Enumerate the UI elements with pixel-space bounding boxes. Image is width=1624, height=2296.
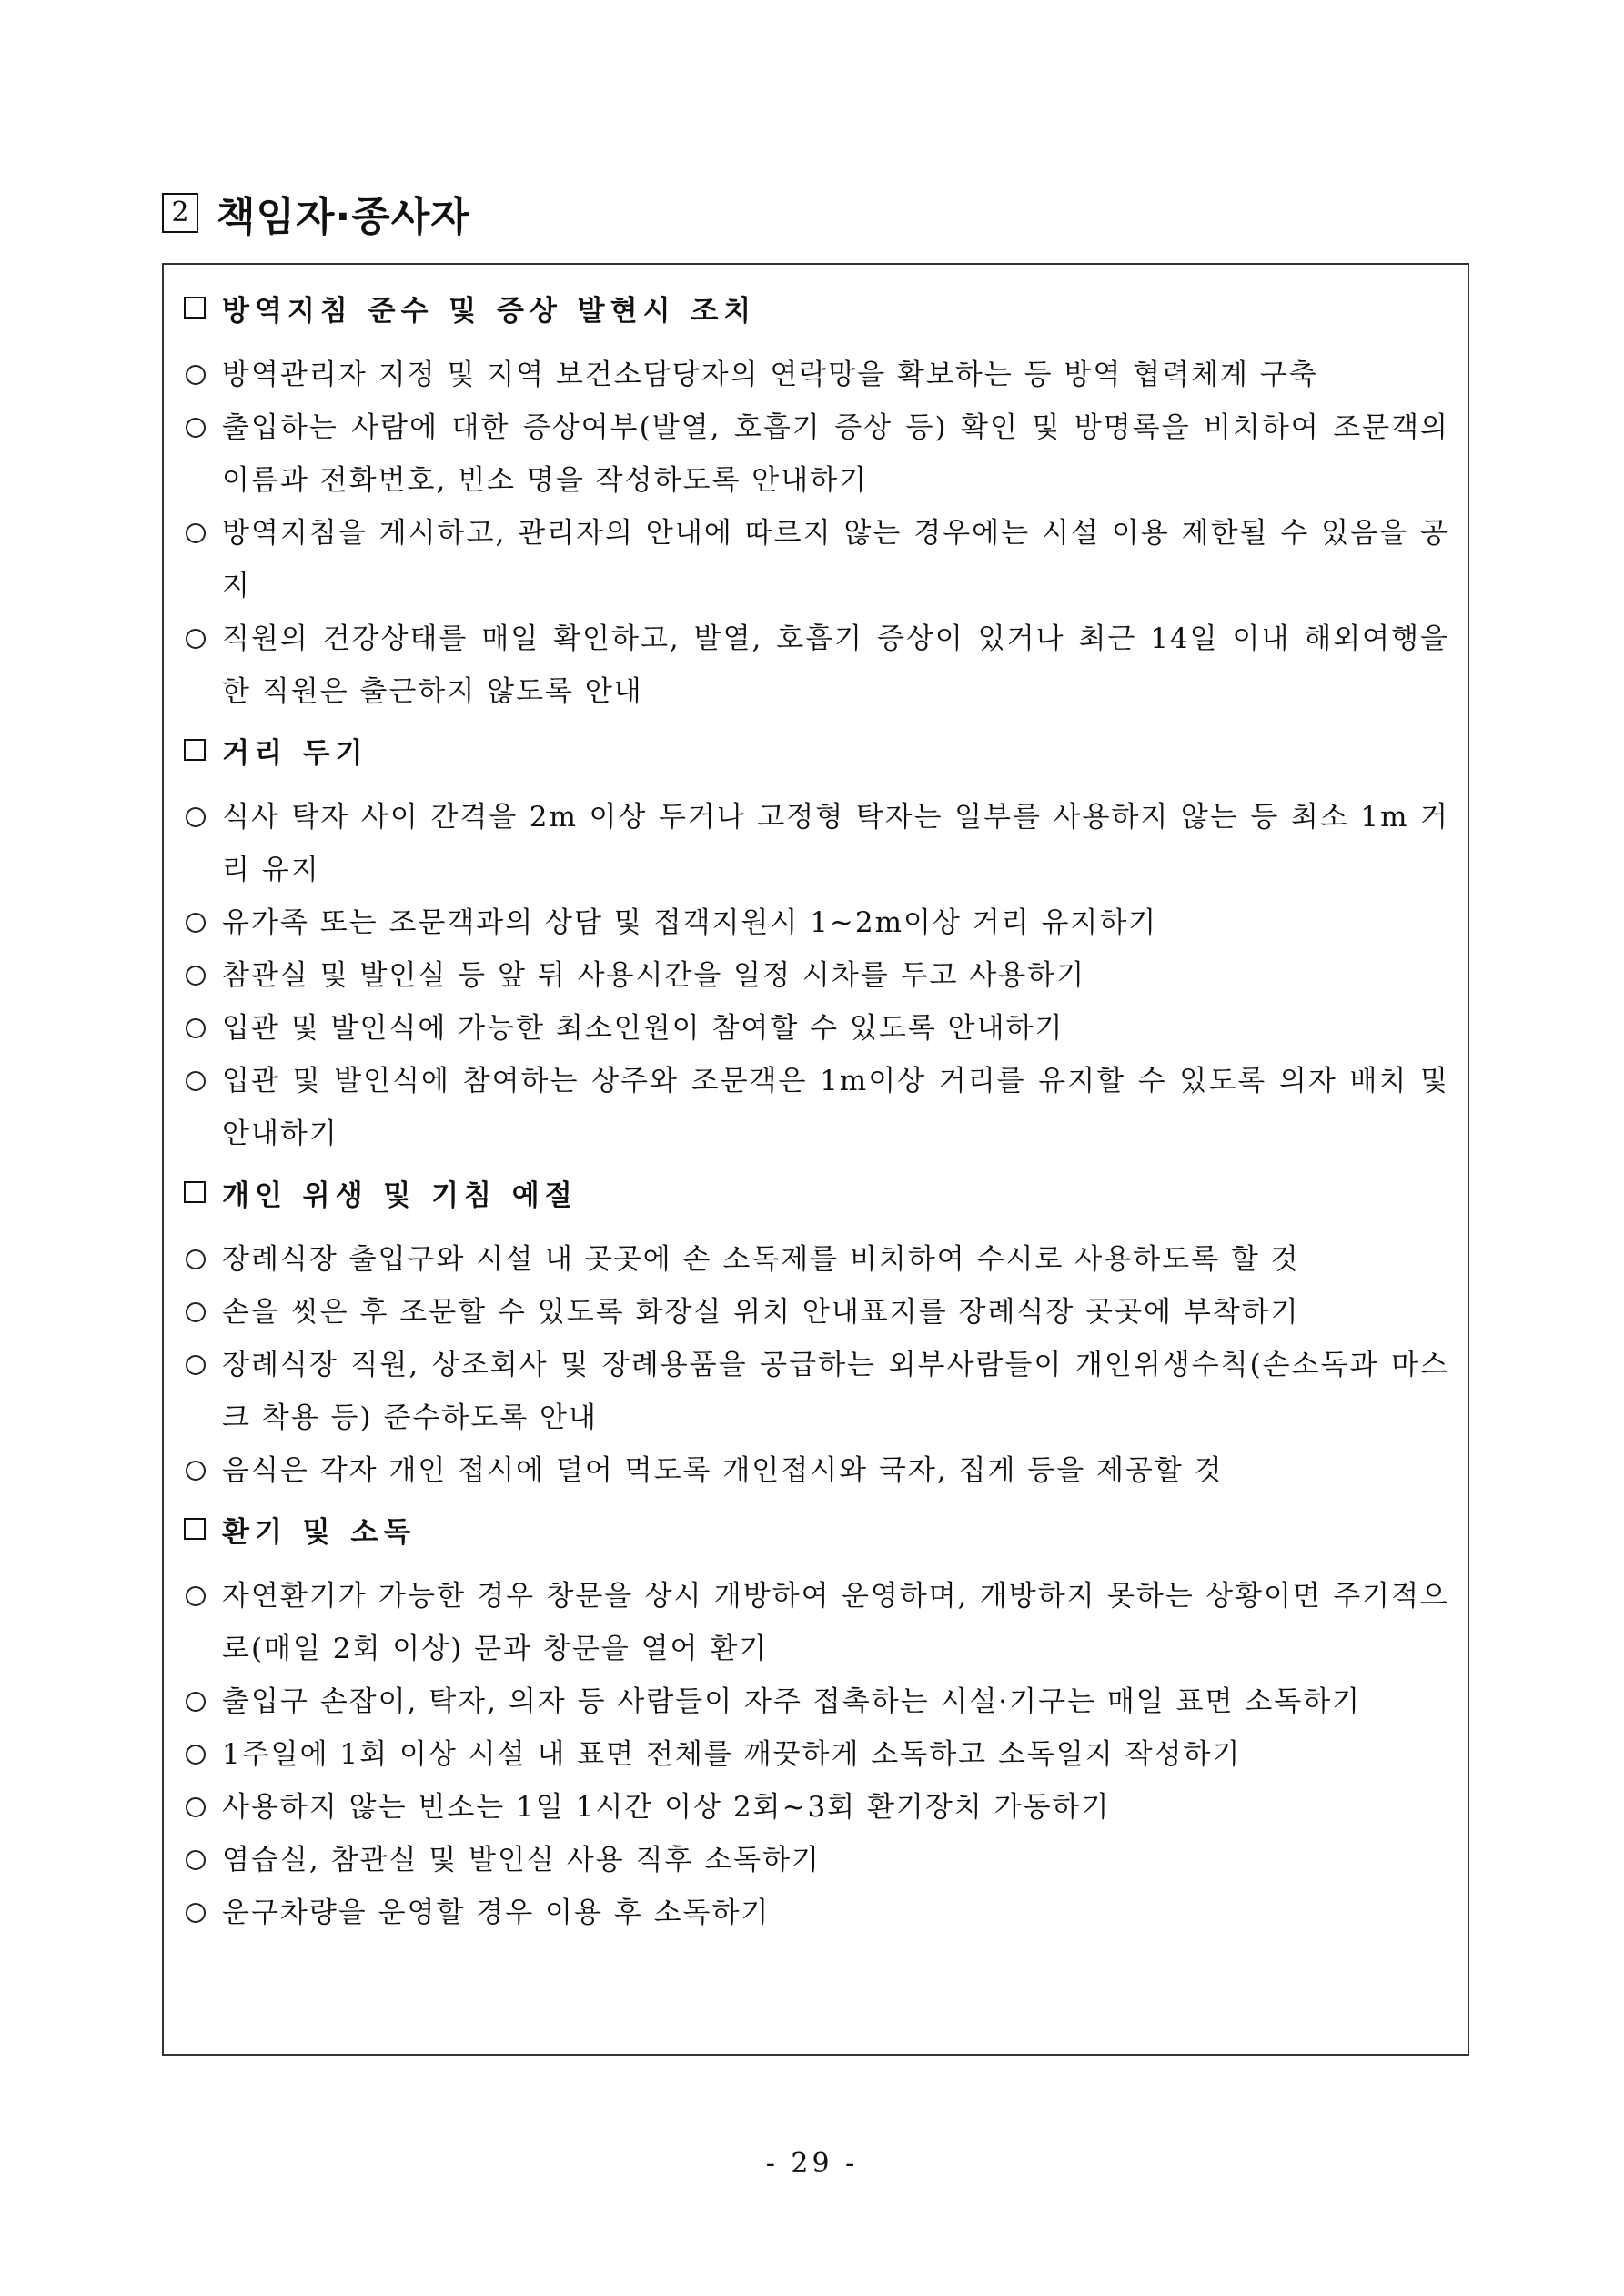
circle-bullet-icon	[186, 1071, 206, 1091]
list-item	[178, 1675, 1453, 1728]
list-item-text: 출입하는 사람에 대한 증상여부(발열, 호흡기 증상 등) 확인 및 방명록을 비치하여 조문객의 이름과 전화번호, 빈소 명을 작성하도록 안내하기	[222, 411, 1449, 497]
section-distancing	[178, 723, 1453, 1160]
circle-bullet-icon	[186, 966, 206, 986]
circle-bullet-icon	[186, 1302, 206, 1322]
circle-bullet-icon	[186, 913, 206, 933]
list-item-text: 손을 씻은 후 조문할 수 있도록 화장실 위치 안내표지를 장례식장 곳곳에 부착하기	[222, 1296, 1300, 1329]
list-item-text: 참관실 및 발인실 등 앞 뒤 사용시간을 일정 시차를 두고 사용하기	[222, 959, 1086, 992]
list-item-text: 직원의 건강상태를 매일 확인하고, 발열, 호흡기 증상이 있거나 최근 14일 이내 해외여행을 한 직원은 출근하지 않도록 안내	[222, 622, 1449, 708]
section-heading-text: 개인 위생 및 기침 예절	[222, 1178, 578, 1212]
list-item	[178, 949, 1453, 1002]
list-item	[178, 1286, 1453, 1339]
list-item	[178, 1570, 1453, 1675]
circle-bullet-icon	[186, 523, 206, 543]
section-heading-text: 방역지침 준수 및 증상 발현시 조치	[222, 294, 757, 328]
list-item	[178, 507, 1453, 612]
item-list	[178, 1233, 1453, 1497]
section-number-box: 2	[162, 193, 198, 233]
list-item-text: 자연환기가 가능한 경우 창문을 상시 개방하여 운영하며, 개방하지 못하는 상황이면 주기적으로(매일 2회 이상) 문과 창문을 열어 환기	[222, 1580, 1449, 1665]
circle-bullet-icon	[186, 629, 206, 649]
list-item	[178, 791, 1453, 896]
list-item-text: 출입구 손잡이, 탁자, 의자 등 사람들이 자주 접촉하는 시설·기구는 매일 표면 소독하기	[222, 1685, 1362, 1718]
list-item	[178, 401, 1453, 507]
list-item	[178, 1002, 1453, 1055]
section-heading-text: 환기 및 소독	[222, 1515, 417, 1549]
circle-bullet-icon	[186, 1692, 206, 1712]
list-item	[178, 1886, 1453, 1939]
section-hygiene	[178, 1166, 1453, 1497]
list-item	[178, 1834, 1453, 1886]
circle-bullet-icon	[186, 365, 206, 385]
content-box	[162, 263, 1469, 2056]
list-item	[178, 1233, 1453, 1286]
list-item-text: 방역관리자 지정 및 지역 보건소담당자의 연락망을 확보하는 등 방역 협력체계 구축	[222, 359, 1318, 391]
page-title	[162, 186, 470, 240]
list-item	[178, 1055, 1453, 1160]
list-item-text: 1주일에 1회 이상 시설 내 표면 전체를 깨끗하게 소독하고 소독일지 작성하기	[222, 1738, 1242, 1771]
section-heading	[178, 1502, 1453, 1555]
list-item	[178, 612, 1453, 718]
list-item-text: 운구차량을 운영할 경우 이용 후 소독하기	[222, 1896, 771, 1929]
square-bullet-icon	[184, 1181, 206, 1203]
circle-bullet-icon	[186, 1249, 206, 1269]
item-list	[178, 1570, 1453, 1939]
square-bullet-icon	[184, 1518, 206, 1540]
item-list	[178, 791, 1453, 1160]
circle-bullet-icon	[186, 1745, 206, 1765]
list-item	[178, 896, 1453, 949]
list-item-text: 염습실, 참관실 및 발인실 사용 직후 소독하기	[222, 1844, 822, 1876]
section-quarantine-compliance	[178, 281, 1453, 718]
circle-bullet-icon	[186, 1461, 206, 1481]
list-item-text: 사용하지 않는 빈소는 1일 1시간 이상 2회~3회 환기장치 가동하기	[222, 1791, 1111, 1824]
list-item	[178, 1339, 1453, 1444]
circle-bullet-icon	[186, 1586, 206, 1606]
square-bullet-icon	[184, 297, 206, 319]
list-item-text: 입관 및 발인식에 가능한 최소인원이 참여할 수 있도록 안내하기	[222, 1012, 1064, 1045]
circle-bullet-icon	[186, 1850, 206, 1870]
section-heading	[178, 281, 1453, 334]
circle-bullet-icon	[186, 807, 206, 827]
page-title-text: 책임자·종사자	[217, 194, 470, 240]
square-bullet-icon	[184, 739, 206, 761]
section-heading	[178, 1166, 1453, 1219]
list-item-text: 장례식장 직원, 상조회사 및 장례용품을 공급하는 외부사람들이 개인위생수칙(손소독과 마스크 착용 등) 준수하도록 안내	[222, 1349, 1449, 1434]
section-heading	[178, 723, 1453, 776]
circle-bullet-icon	[186, 1018, 206, 1038]
list-item	[178, 1444, 1453, 1497]
section-heading-text: 거리 두기	[222, 736, 368, 770]
list-item	[178, 349, 1453, 401]
list-item-text: 방역지침을 게시하고, 관리자의 안내에 따르지 않는 경우에는 시설 이용 제한될 수 있음을 공지	[222, 517, 1449, 602]
item-list	[178, 349, 1453, 718]
list-item	[178, 1781, 1453, 1834]
list-item-text: 장례식장 출입구와 시설 내 곳곳에 손 소독제를 비치하여 수시로 사용하도록 할 것	[222, 1243, 1300, 1276]
list-item	[178, 1728, 1453, 1781]
circle-bullet-icon	[186, 1903, 206, 1923]
list-item-text: 식사 탁자 사이 간격을 2m 이상 두거나 고정형 탁자는 일부를 사용하지 않는 등 최소 1m 거리 유지	[222, 801, 1449, 886]
circle-bullet-icon	[186, 1355, 206, 1375]
circle-bullet-icon	[186, 1797, 206, 1817]
page-number: - 29 -	[765, 2148, 859, 2180]
section-ventilation	[178, 1502, 1453, 1939]
list-item-text: 입관 및 발인식에 참여하는 상주와 조문객은 1m이상 거리를 유지할 수 있도록 의자 배치 및 안내하기	[222, 1065, 1449, 1150]
list-item-text: 유가족 또는 조문객과의 상담 및 접객지원시 1~2m이상 거리 유지하기	[222, 906, 1158, 939]
list-item-text: 음식은 각자 개인 접시에 덜어 먹도록 개인접시와 국자, 집게 등을 제공할 것	[222, 1454, 1224, 1487]
circle-bullet-icon	[186, 418, 206, 438]
